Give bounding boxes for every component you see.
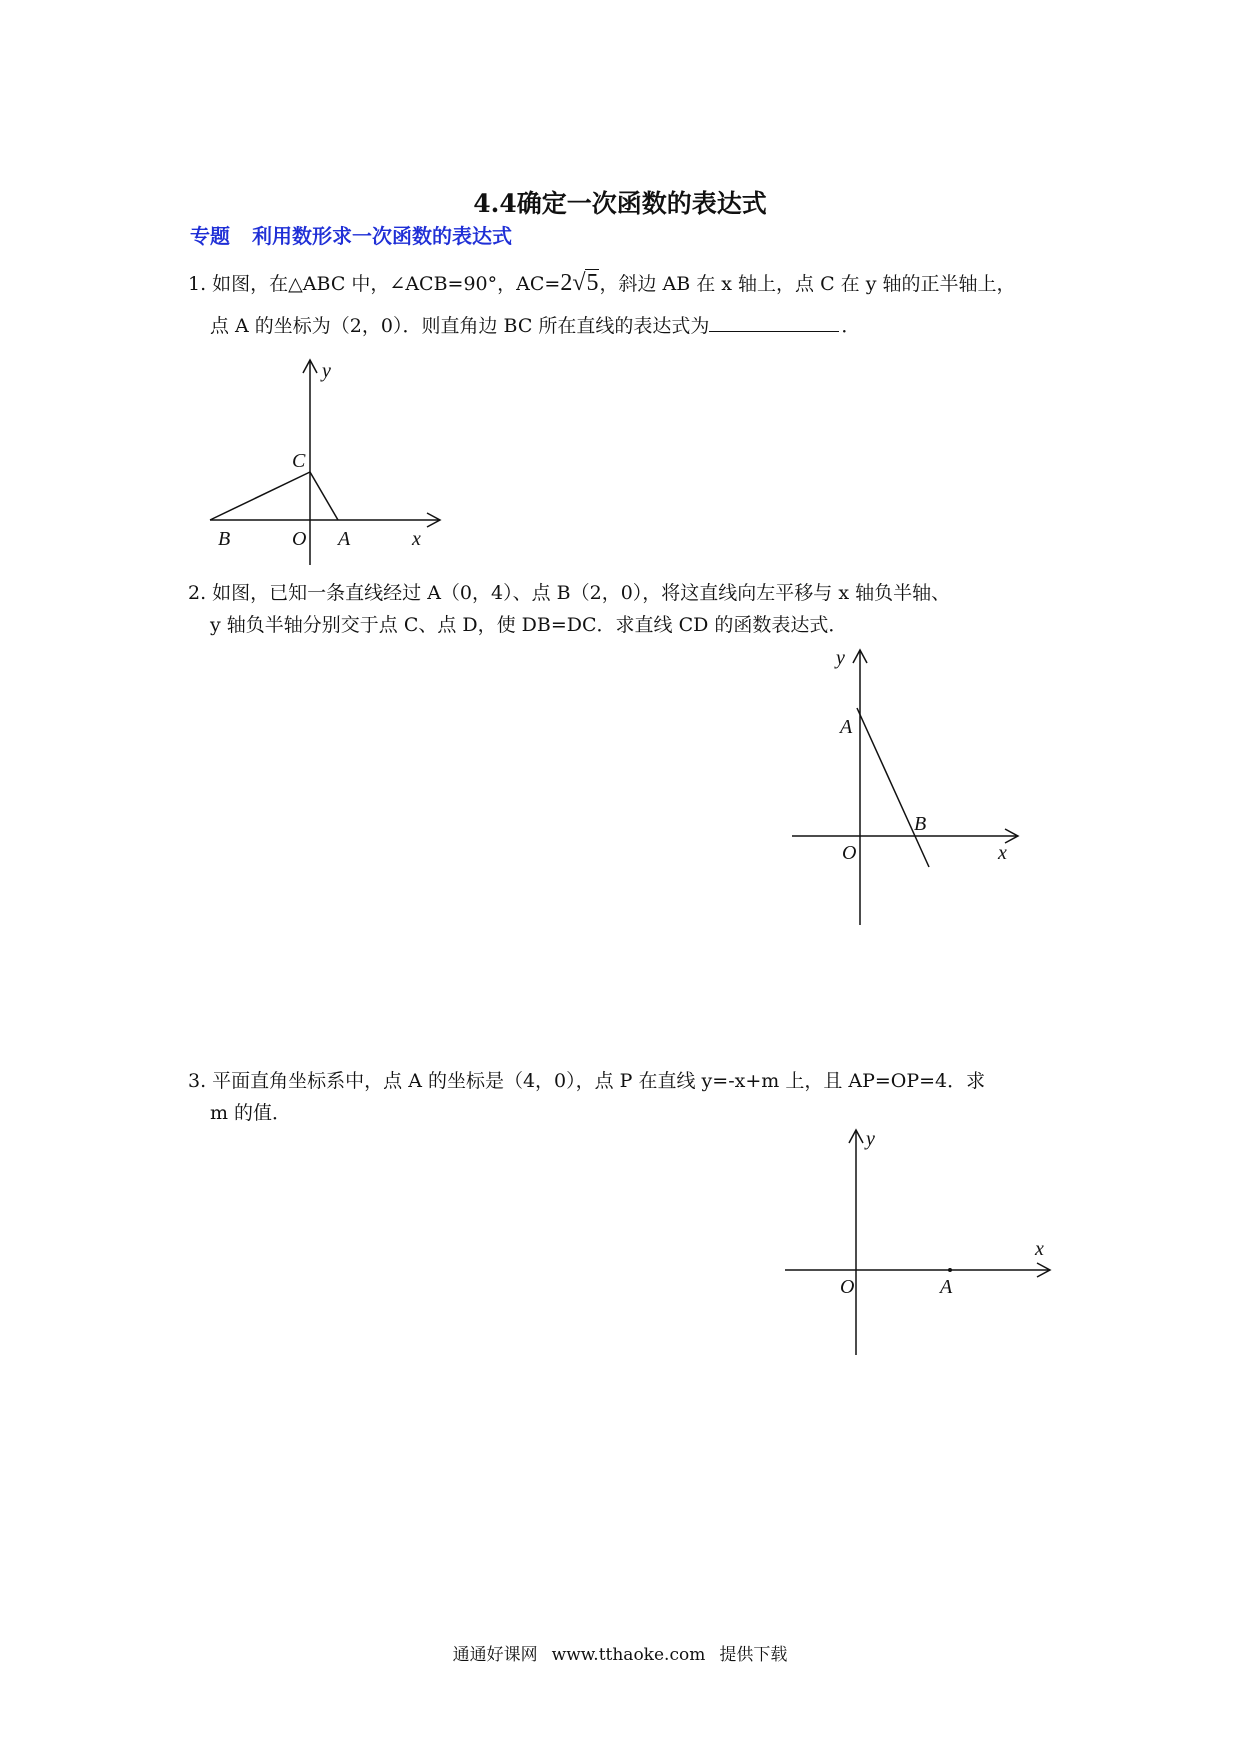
line-ab: [857, 708, 929, 867]
section-heading: [190, 220, 512, 249]
section-label: 专题: [190, 224, 230, 248]
question-3-line-2: m 的值．: [210, 1102, 292, 1124]
footer-note: 提供下载: [719, 1645, 788, 1665]
label-a: A: [840, 716, 853, 738]
figure-2: [780, 640, 1030, 930]
label-o: O: [842, 842, 857, 864]
label-b: B: [218, 528, 231, 550]
footer-site-name: 通通好课网: [452, 1645, 538, 1665]
question-2-line-1: 2. 如图，已知一条直线经过 A（0，4）、点 B（2，0），将这直线向左平移与 x 轴负半轴、: [188, 582, 951, 604]
question-1-text-b: ，斜边 AB 在 x 轴上，点 C 在 y 轴的正半轴上，: [599, 273, 1016, 295]
question-1-line-2: [210, 311, 1015, 341]
label-o: O: [840, 1276, 855, 1298]
question-1-text-a: 1. 如图，在△ABC 中，∠ACB=90°，AC=: [188, 273, 561, 295]
page-title: 4.4确定一次函数的表达式: [473, 189, 767, 218]
sqrt-coefficient: 2: [560, 270, 573, 296]
question-1-period: ．: [841, 315, 861, 337]
label-x: x: [1035, 1238, 1044, 1260]
question-1: [188, 268, 1015, 341]
section-topic: 利用数形求一次函数的表达式: [252, 224, 512, 248]
question-1-text-c: 点 A 的坐标为（2，0）．则直角边 BC 所在直线的表达式为: [210, 315, 710, 337]
label-y: y: [322, 360, 331, 382]
question-2-line-2: y 轴负半轴分别交于点 C、点 D，使 DB=DC．求直线 CD 的函数表达式．: [210, 614, 848, 636]
question-1-line-1: [188, 268, 1015, 299]
footer-url[interactable]: www.tthaoke.com: [551, 1645, 706, 1665]
page-footer: [0, 1640, 1240, 1665]
label-x: x: [998, 842, 1007, 864]
figure-1: [200, 355, 450, 570]
label-a: A: [940, 1276, 953, 1298]
answer-blank[interactable]: [709, 311, 839, 332]
label-b: B: [914, 813, 927, 835]
label-y: y: [836, 647, 845, 669]
label-c: C: [292, 450, 306, 472]
question-2: [188, 578, 950, 640]
question-3: [188, 1066, 985, 1128]
question-3-line-1: 3. 平面直角坐标系中，点 A 的坐标是（4，0），点 P 在直线 y=-x+m 上，且 AP=OP=4．求: [188, 1070, 986, 1092]
point-a: [948, 1268, 952, 1272]
sqrt-radicand: 5: [586, 270, 599, 296]
figure-3: [780, 1125, 1055, 1360]
label-o: O: [292, 528, 307, 550]
label-y: y: [866, 1128, 875, 1150]
label-a: A: [338, 528, 351, 550]
sqrt-expression: 2√5: [560, 270, 599, 296]
segment-ca: [310, 472, 338, 520]
label-x: x: [412, 528, 421, 550]
segment-bc: [210, 472, 310, 520]
